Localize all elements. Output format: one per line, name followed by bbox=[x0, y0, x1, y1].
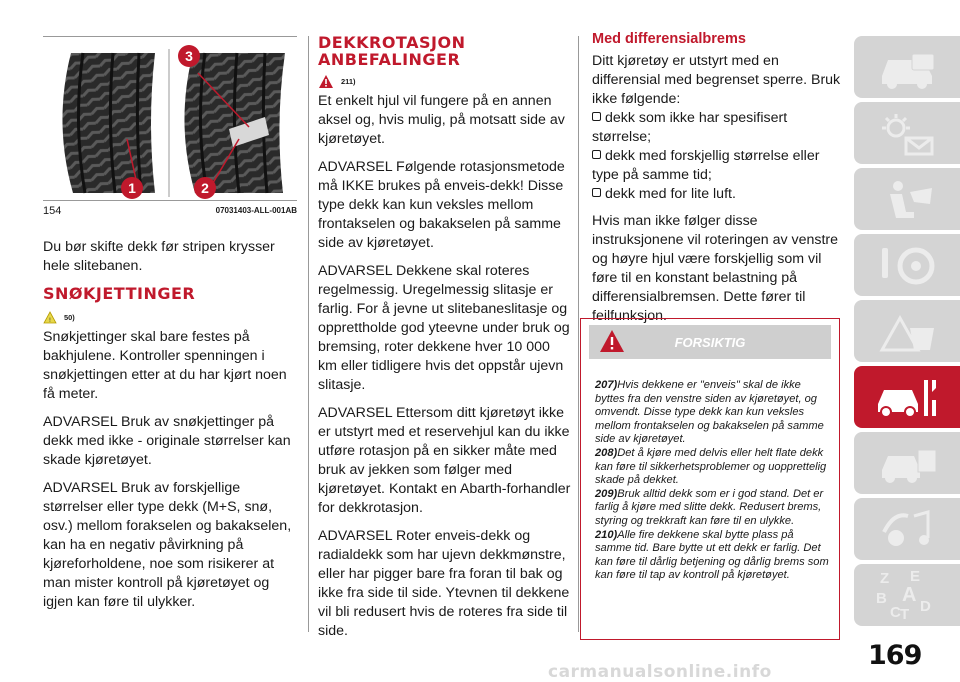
car-wrench-icon bbox=[874, 376, 940, 420]
car-icon bbox=[874, 46, 940, 90]
bullet-item bbox=[592, 185, 842, 204]
caution-item bbox=[595, 379, 831, 447]
paragraph: Hvis man ikke følger disse instruksjonene vil roteringen av venstre og høyre hjul være forskjellig som vil føre til en konstant belastning på differensialbremsen. Dette fører til feilfunksjon. bbox=[592, 213, 839, 324]
checkbox-bullet-icon bbox=[592, 150, 601, 159]
sidebar-tab-maintenance[interactable] bbox=[854, 366, 960, 428]
section-heading-snow-chains: SNØKJETTINGER bbox=[43, 284, 196, 303]
reference-mark: 211) bbox=[340, 77, 356, 86]
figure-caption bbox=[43, 200, 297, 219]
index-letter: B bbox=[876, 590, 887, 607]
checkbox-bullet-icon bbox=[592, 188, 601, 197]
index-letter: D bbox=[920, 598, 931, 615]
reference-mark: 50) bbox=[63, 313, 75, 322]
paragraph: ADVARSEL Bruk av forskjellige størrelser eller type dekk (M+S, snø, osv.) mellom forakselen og bakakselen, kan ha en negativ påvirkning på kjøreforholdene, noe som risikerer at man mister kontroll på kjøretøyet og igjen kan føre til ulykker. bbox=[43, 480, 292, 610]
paragraph: ADVARSEL Bruk av snøkjettinger på dekk med ikke - originale størrelser kan skade kjøretøyet. bbox=[43, 414, 291, 468]
paragraph: Snøkjettinger skal bare festes på bakhjulene. Kontroller spenningen i snøkjettingen etter at du har kjørt noen få meter. bbox=[43, 329, 287, 402]
paragraph: ADVARSEL Ettersom ditt kjøretøyt ikke er utstyrt med et reservehjul kan du ikke utføre rotasjon på en sikker måte med bruk av jekken som følger med kjøretøyet. Kontakt en Abarth-forhandler for dekkrotasjon. bbox=[318, 405, 571, 516]
caution-item bbox=[595, 529, 831, 583]
subheading-differential-brake: Med differensialbrems bbox=[592, 31, 746, 47]
column-divider bbox=[578, 36, 579, 632]
caution-item bbox=[595, 488, 831, 529]
caution-item-text: Hvis dekkene er "enveis" skal de ikke byttes fra den venstre siden av kjøretøyet, og omvendt. Disse type dekk kan kun veksles mellom frontakselen og bakakselen på samme side av kjøretøyet. bbox=[595, 379, 824, 446]
column-divider bbox=[308, 36, 309, 632]
sidebar-tab-seat-airbag[interactable] bbox=[854, 168, 960, 230]
index-letter: T bbox=[900, 606, 910, 623]
paragraph: ADVARSEL Roter enveis-dekk og radialdekk som har ujevn dekkmønstre, eller har pigger bare fra foran til bak og ikke fra side til side. Ytevnen til dekkene vil bli redusert hvis de roteres fra side til side. bbox=[318, 528, 570, 639]
car-data-icon bbox=[874, 442, 940, 486]
tyre-figure bbox=[43, 36, 297, 199]
paragraph: ADVARSEL Følgende rotasjonsmetode må IKKE brukes på enveis-dekk! Disse type dekk kan kun veksles mellom frontakselen og bakakselen på samme side av kjøretøyet. bbox=[318, 159, 565, 251]
caution-header bbox=[589, 325, 831, 359]
steering-wheel-icon bbox=[874, 244, 940, 288]
sidebar-tab-warning[interactable] bbox=[854, 300, 960, 362]
bullet-item bbox=[592, 147, 842, 185]
warning-ref-row bbox=[43, 308, 301, 322]
caution-title: FORSIKTIG bbox=[674, 335, 746, 350]
caution-item bbox=[595, 447, 831, 488]
callout-1: 1 bbox=[121, 177, 143, 199]
page-number: 169 bbox=[868, 640, 922, 671]
intro-text: Ditt kjøretøy er utstyrt med en differensial med begrenset sperre. Bruk ikke følgende: bbox=[592, 53, 841, 107]
caution-item-text: Bruk alltid dekk som er i god stand. Det er farlig å kjøre med slitte dekk. Redusert brems, styring og trekkraft kan føre til en ulykke. bbox=[595, 487, 824, 527]
sidebar-tab-index[interactable] bbox=[854, 564, 960, 626]
caution-box bbox=[580, 318, 840, 640]
callout-3: 3 bbox=[178, 45, 200, 67]
tyre-tread-illustration bbox=[43, 43, 297, 197]
index-letter: E bbox=[910, 568, 921, 585]
sidebar-tab-steering[interactable] bbox=[854, 234, 960, 296]
paragraph: Et enkelt hjul vil fungere på en annen aksel og, hvis mulig, på motsatt side av kjøretøyet. bbox=[318, 93, 565, 147]
figure-code: 07031403-ALL-001AB bbox=[215, 206, 297, 215]
svg-text:!: ! bbox=[48, 316, 52, 324]
figure-number: 154 bbox=[43, 205, 62, 217]
sidebar-tab-multimedia[interactable] bbox=[854, 498, 960, 560]
warning-triangle-icon bbox=[43, 311, 57, 324]
caution-item-text: Det å kjøre med delvis eller helt flate dekk kan føre til sikkerhetsproblemer og uopprettelig skade på dekket. bbox=[595, 446, 827, 487]
caution-item-number: 207) bbox=[595, 379, 618, 391]
section-heading-tyre-rotation-line2: ANBEFALINGER bbox=[318, 50, 461, 69]
index-letter: A bbox=[902, 584, 917, 606]
section-heading-tyre-rotation-line1: DEKKROTASJON bbox=[318, 33, 466, 52]
paragraph: ADVARSEL Dekkene skal roteres regelmessig. Uregelmessig slitasje er farlig. For å jevne ut slitebaneslitasje og opprettholde god yteevne under bruk og bremsing, roter dekkene hver 10 000 km eller tidligere hvis det oppstår ujevn slitasje. bbox=[318, 263, 570, 393]
dashboard-lights-icon bbox=[874, 112, 940, 156]
caution-item-text: Alle fire dekkene skal bytte plass på samme tid. Bare bytte ut ett dekk er farlig. Det kan føre til dårlig betjening og dårlig brems som kan føre til tap av kontroll på kjøretøyet. bbox=[595, 528, 829, 582]
bullet-item bbox=[592, 109, 842, 147]
caution-item-number: 210) bbox=[595, 528, 618, 541]
seat-airbag-icon bbox=[874, 178, 940, 222]
caution-item-number: 208) bbox=[595, 446, 618, 459]
sidebar-tab-car-data[interactable] bbox=[854, 432, 960, 494]
watermark: carmanualsonline.info bbox=[548, 662, 772, 682]
warning-road-icon bbox=[874, 310, 940, 354]
bullet-text: dekk med forskjellig størrelse eller type på samme tid; bbox=[592, 148, 820, 183]
column-1 bbox=[43, 238, 301, 621]
column-2 bbox=[318, 34, 572, 650]
danger-triangle-icon bbox=[318, 74, 334, 89]
caution-item-number: 209) bbox=[595, 487, 618, 500]
column-3 bbox=[592, 30, 842, 335]
checkbox-bullet-icon bbox=[592, 112, 601, 121]
multimedia-icon bbox=[874, 508, 940, 552]
index-letter: Z bbox=[880, 570, 890, 587]
warning-ref-row bbox=[318, 72, 572, 88]
index-letters-icon bbox=[876, 568, 946, 624]
callout-2: 2 bbox=[194, 177, 216, 199]
intro-text: Du bør skifte dekk før stripen krysser hele slitebanen. bbox=[43, 239, 275, 274]
index-letter: C bbox=[890, 604, 901, 621]
sidebar-tab-dashboard-lights[interactable] bbox=[854, 102, 960, 164]
bullet-text: dekk som ikke har spesifisert størrelse; bbox=[592, 110, 788, 145]
bullet-text: dekk med for lite luft. bbox=[605, 186, 736, 202]
caution-list bbox=[595, 379, 831, 583]
sidebar-tab-car[interactable] bbox=[854, 36, 960, 98]
